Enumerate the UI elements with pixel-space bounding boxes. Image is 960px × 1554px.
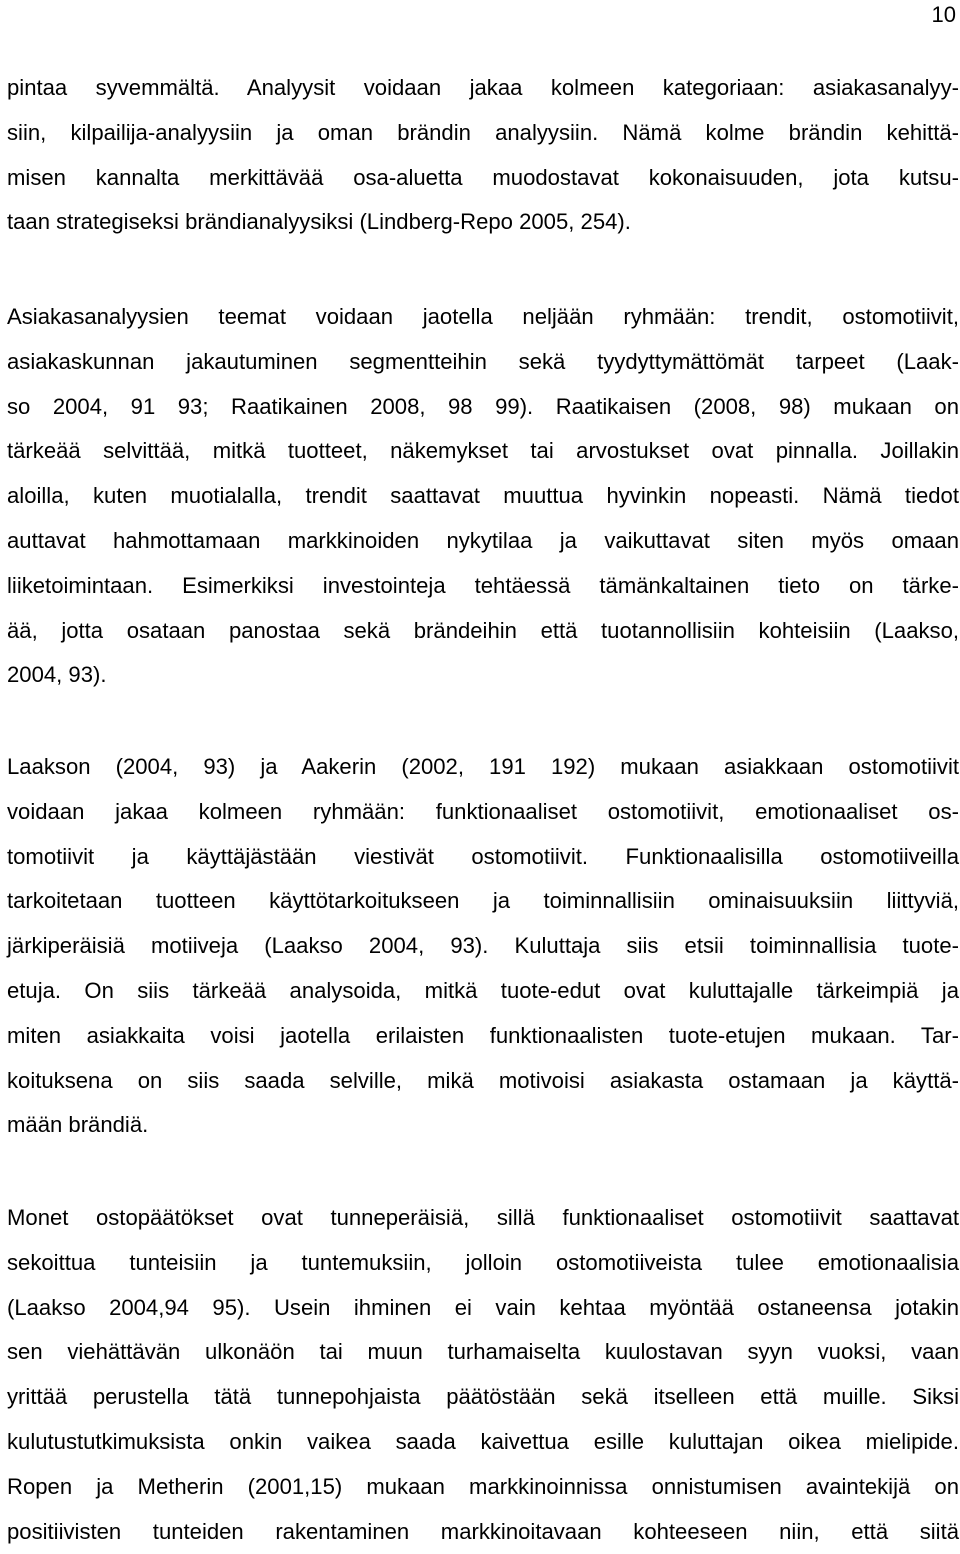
- text-line: Laakson (2004, 93) ja Aakerin (2002, 191 192) mukaan asiakkaan ostomotiivit: [7, 754, 959, 779]
- text-line: Asiakasanalyysien teemat voidaan jaotella neljään ryhmään: trendit, ostomotiivit,: [7, 304, 959, 329]
- text-line: sen viehättävän ulkonäön tai muun turhamaiselta kuulostavan syyn vuoksi, vaan: [7, 1339, 959, 1365]
- text-line: misen kannalta merkittävää osa-aluetta muodostavat kokonaisuuden, jota kutsu-: [7, 164, 959, 190]
- text-line: tärkeää selvittää, mitkä tuotteet, näkemykset tai arvostukset ovat pinnalla. Joillakin: [7, 438, 959, 464]
- text-line: positiivisten tunteiden rakentaminen markkinoitavaan kohteeseen niin, että siitä: [7, 1518, 959, 1544]
- paragraph-2: [7, 295, 959, 698]
- text-line: aloilla, kuten muotialalla, trendit saattavat muuttua hyvinkin nopeasti. Nämä tiedot: [7, 483, 959, 509]
- text-line: koituksena on siis saada selville, mikä motivoisi asiakasta ostamaan ja käyttä-: [7, 1067, 959, 1093]
- text-line: tarkoitetaan tuotteen käyttötarkoitukseen ja toiminnallisiin ominaisuuksiin liittyviä,: [7, 888, 959, 914]
- text-line: voidaan jakaa kolmeen ryhmään: funktionaaliset ostomotiivit, emotionaaliset os-: [7, 798, 959, 824]
- text-line: järkiperäisiä motiiveja (Laakso 2004, 93). Kuluttaja siis etsii toiminnallisia tuote-: [7, 933, 959, 959]
- text-line: (Laakso 2004,94 95). Usein ihminen ei vain kehtaa myöntää ostaneensa jotakin: [7, 1294, 959, 1320]
- text-line: mään brändiä.: [7, 1112, 149, 1138]
- text-line: Ropen ja Metherin (2001,15) mukaan markkinoinnissa onnistumisen avaintekijä on: [7, 1473, 959, 1499]
- text-line: liiketoimintaan. Esimerkiksi investointeja tehtäessä tämänkaltainen tieto on tärke-: [7, 572, 959, 598]
- text-line: sekoittua tunteisiin ja tuntemuksiin, jolloin ostomotiiveista tulee emotionaalisia: [7, 1249, 959, 1275]
- paragraph-3: [7, 745, 959, 1148]
- text-line: taan strategiseksi brändianalyysiksi (Lindberg-Repo 2005, 254).: [7, 209, 631, 235]
- text-line: kulutustutkimuksista onkin vaikea saada kaivettua esille kuluttajan oikea mielipide.: [7, 1428, 959, 1454]
- text-line: siin, kilpailija-analyysiin ja oman brändin analyysiin. Nämä kolme brändin kehittä-: [7, 119, 959, 145]
- paragraph-1: [7, 66, 959, 245]
- text-line: miten asiakkaita voisi jaotella erilaisten funktionaalisten tuote-etujen mukaan. Tar-: [7, 1022, 959, 1048]
- text-line: pintaa syvemmältä. Analyysit voidaan jakaa kolmeen kategoriaan: asiakasanalyy-: [7, 75, 959, 100]
- text-line: asiakaskunnan jakautuminen segmentteihin sekä tyydyttymättömät tarpeet (Laak-: [7, 348, 959, 374]
- page-number: 10: [931, 2, 956, 27]
- text-line: Monet ostopäätökset ovat tunneperäisiä, sillä funktionaaliset ostomotiivit saattavat: [7, 1205, 959, 1230]
- text-line: so 2004, 91 93; Raatikainen 2008, 98 99). Raatikaisen (2008, 98) mukaan on: [7, 393, 959, 419]
- text-line: yrittää perustella tätä tunnepohjaista päätöstään sekä itselleen että muille. Siksi: [7, 1384, 959, 1410]
- text-line: 2004, 93).: [7, 662, 107, 688]
- text-line: tomotiivit ja käyttäjästään viestivät ostomotiivit. Funktionaalisilla ostomotiiveilla: [7, 843, 959, 869]
- text-line: auttavat hahmottamaan markkinoiden nykytilaa ja vaikuttavat siten myös omaan: [7, 527, 959, 553]
- paragraph-4: [7, 1196, 959, 1554]
- text-line: etuja. On siis tärkeää analysoida, mitkä tuote-edut ovat kuluttajalle tärkeimpiä ja: [7, 977, 959, 1003]
- text-line: ää, jotta osataan panostaa sekä brändeihin että tuotannollisiin kohteisiin (Laakso,: [7, 617, 959, 643]
